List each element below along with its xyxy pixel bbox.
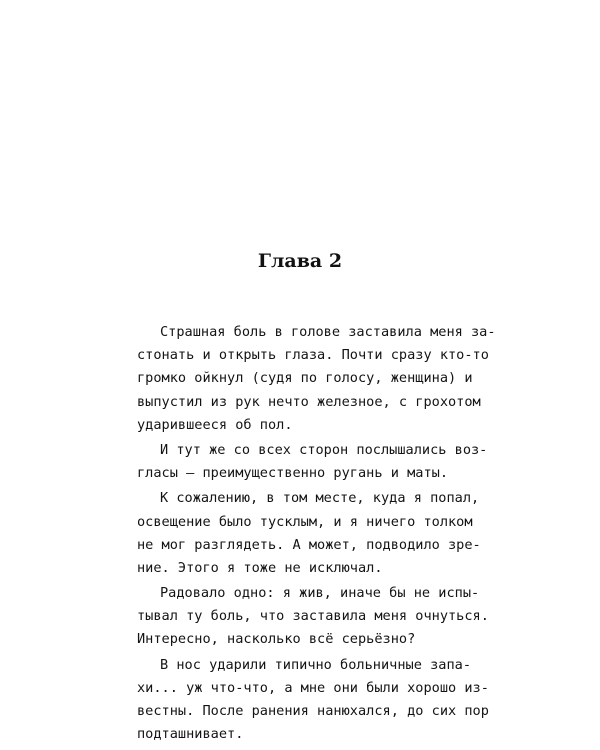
text-line: хи... уж что-что, а мне они были хорошо из- xyxy=(137,679,489,696)
text-line: ударившееся об пол. xyxy=(137,416,293,433)
text-line: громко ойкнул (судя по голосу, женщина) и xyxy=(137,370,473,387)
text-line: вестны. После ранения нанюхался, до сих пор xyxy=(137,703,489,719)
text-line: не мог разглядеть. А может, подводило зре- xyxy=(137,536,481,553)
text-line: К сожалению, в том месте, куда я попал, xyxy=(160,490,480,507)
body-text xyxy=(137,321,496,748)
text-line: стонать и открыть глаза. Почти сразу кто-то xyxy=(137,347,489,364)
paragraph-3 xyxy=(137,487,483,580)
paragraph-1 xyxy=(137,321,496,437)
paragraph-2 xyxy=(137,439,488,485)
paragraph-5 xyxy=(137,654,489,747)
paragraph-4 xyxy=(137,582,489,652)
text-line: Интересно, насколько всё серьёзно? xyxy=(137,631,416,648)
text-line: Страшная боль в голове заставила меня за- xyxy=(160,324,496,340)
text-line: выпустил из рук нечто железное, с грохотом xyxy=(137,393,481,410)
text-line: подташнивает. xyxy=(137,726,244,743)
text-line: И тут же со всех сторон послышались воз- xyxy=(160,441,488,458)
text-line: Радовало одно: я жив, иначе бы не испы- xyxy=(160,585,480,602)
text-line: гласы — преимущественно ругань и маты. xyxy=(137,465,448,482)
text-line: В нос ударили типично больничные запа- xyxy=(160,656,471,673)
text-line: ние. Этого я тоже не исключал. xyxy=(137,559,383,576)
chapter-title: Глава 2 xyxy=(257,250,343,272)
text-line: освещение было тусклым, и я ничего толком xyxy=(137,513,473,530)
text-line: тывал ту боль, что заставила меня очнуться. xyxy=(137,608,489,625)
